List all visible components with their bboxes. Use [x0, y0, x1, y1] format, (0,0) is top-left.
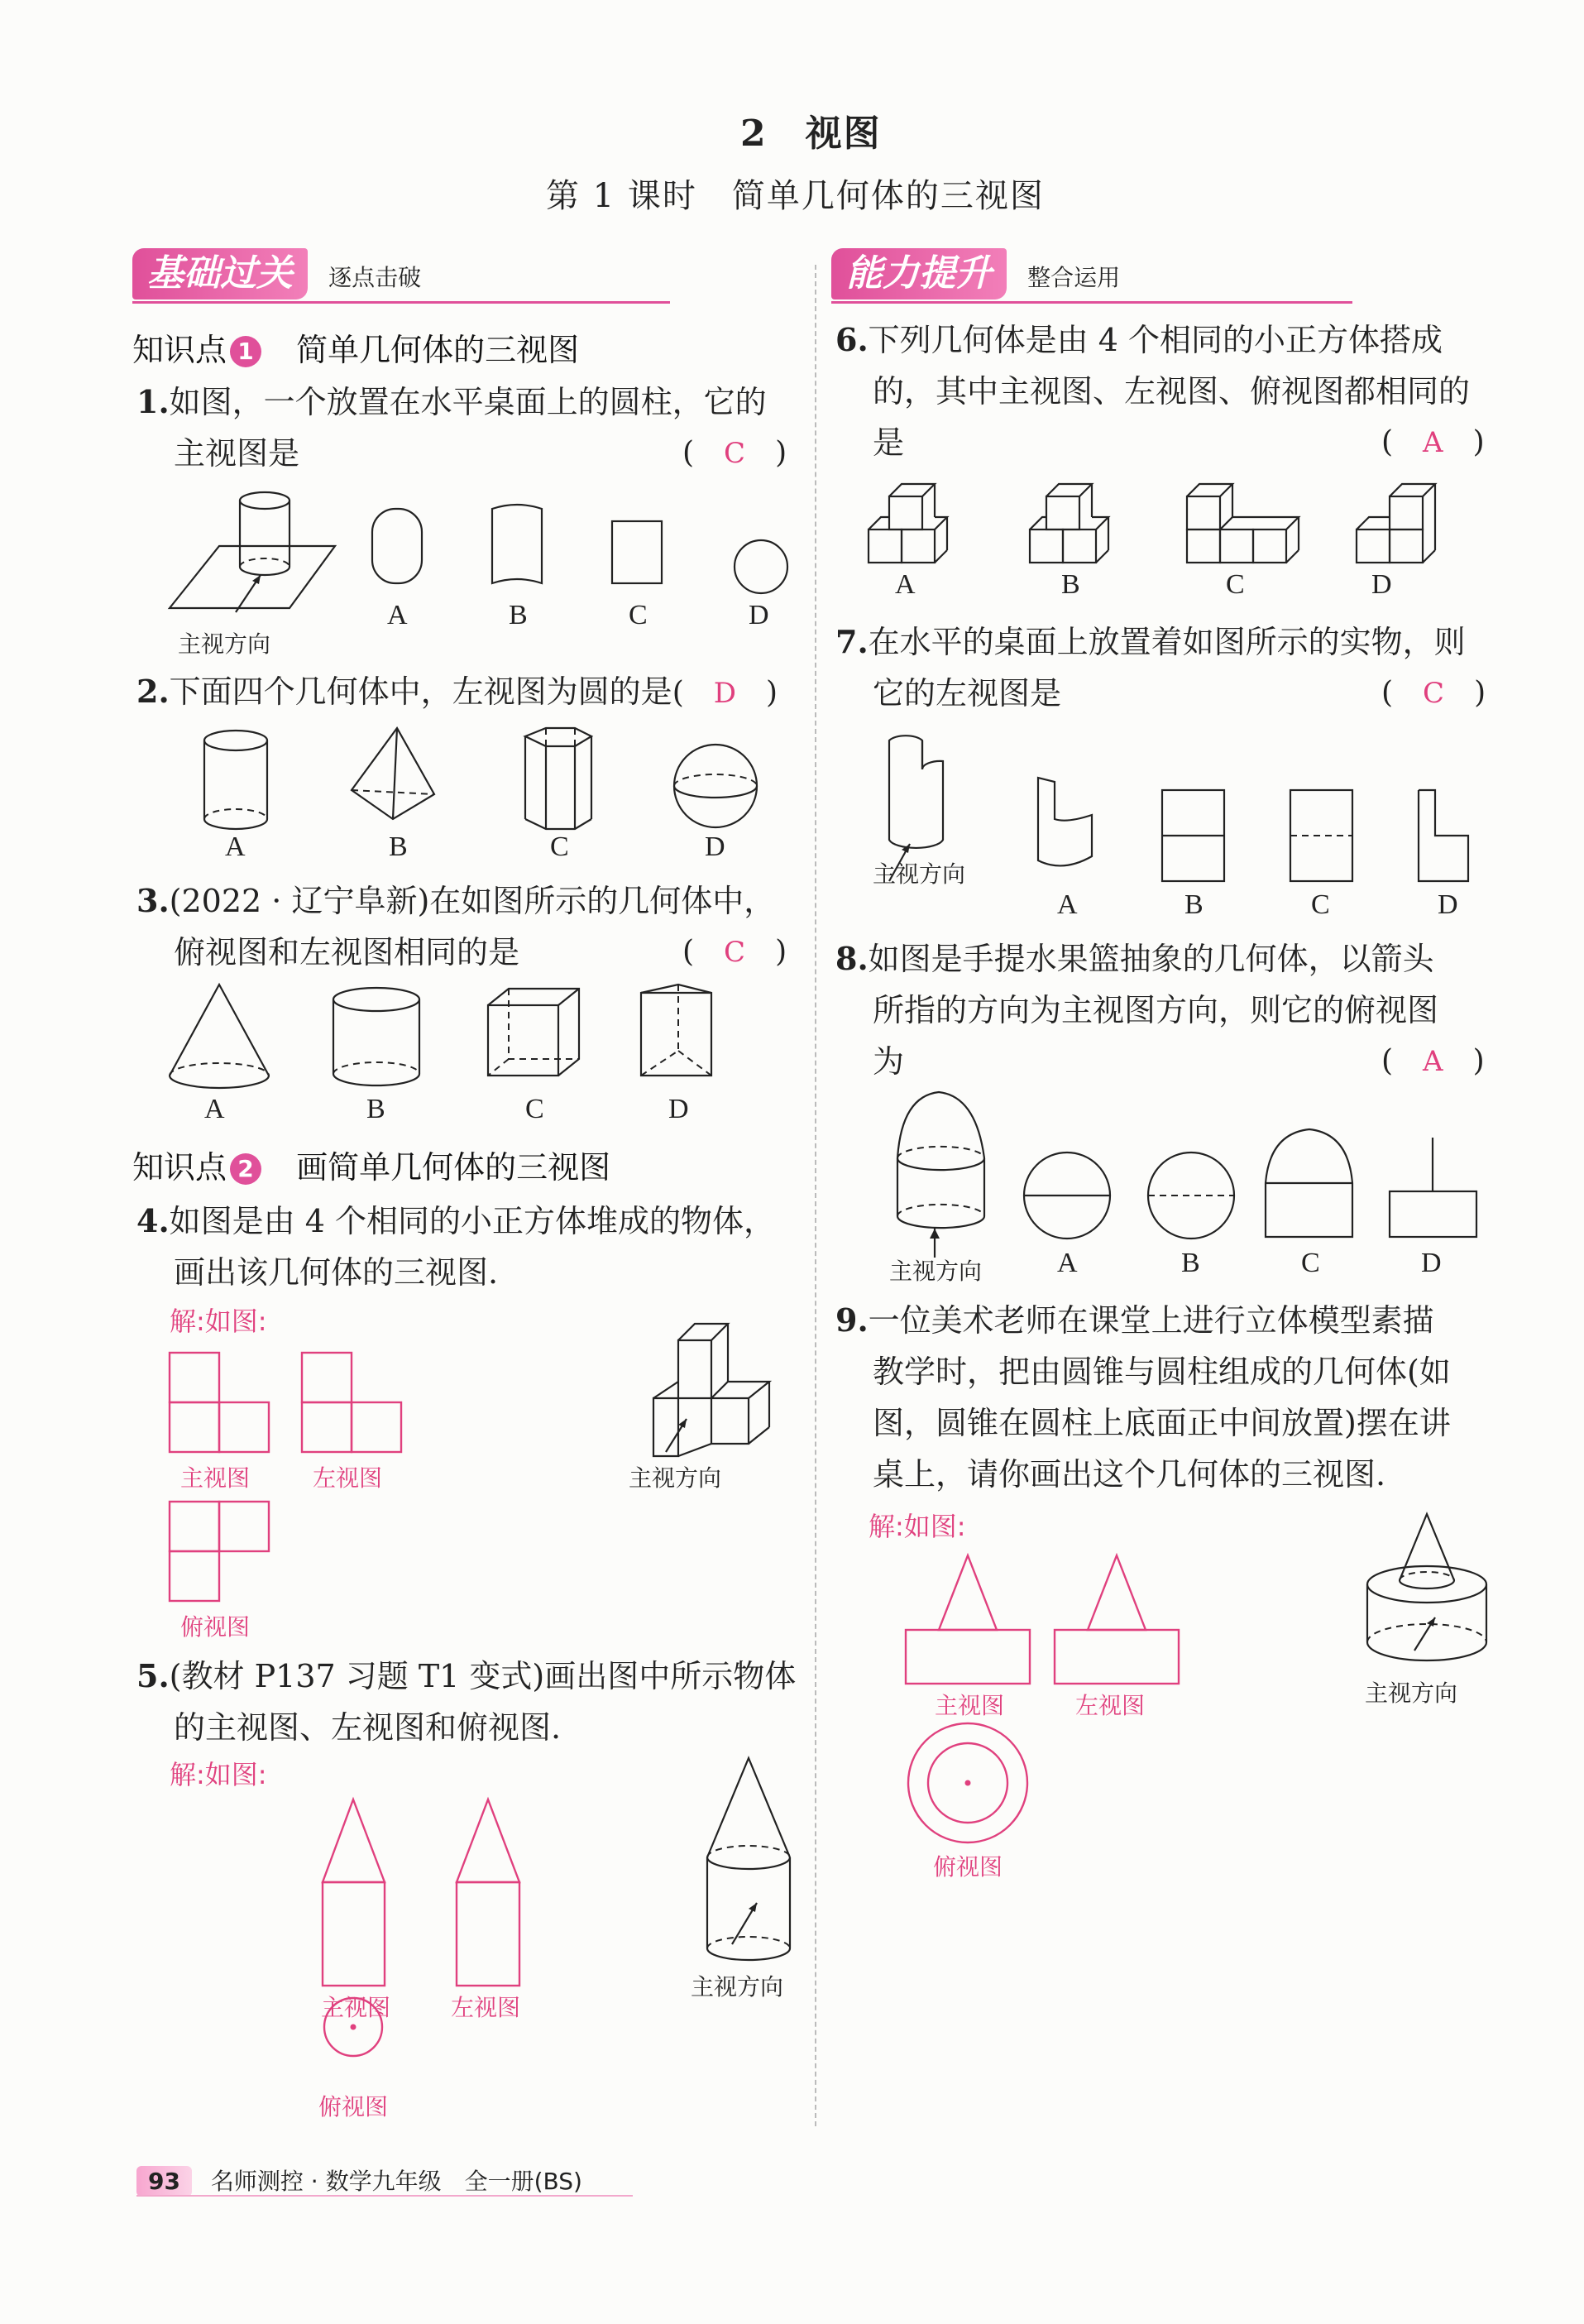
option-label: C	[1226, 569, 1245, 600]
q-text: 桌上，请你画出这个几何体的三视图.	[873, 1456, 1386, 1493]
q-number: 9.	[835, 1301, 869, 1339]
kp-title: 简单几何体的三视图	[296, 332, 580, 368]
option-label: C	[1301, 1248, 1320, 1278]
direction-label: 主视方向	[691, 1973, 784, 2001]
top-view-label: 俯视图	[318, 2093, 389, 2120]
footer-rule	[136, 2195, 633, 2197]
option-label: A	[1057, 1248, 1078, 1278]
direction-label: 主视方向	[629, 1464, 722, 1492]
q-text: 下面四个几何体中，左视图为圆的是	[169, 673, 672, 710]
page-footer	[136, 2163, 582, 2197]
answer-bracket: ( C )	[1381, 676, 1486, 710]
q-text: 主视图是	[174, 435, 300, 472]
q-text: 它的左视图是	[873, 675, 1062, 712]
question-5	[136, 1651, 798, 1753]
option-label: A	[225, 831, 246, 862]
option-label: B	[1061, 569, 1080, 600]
knowledge-point-1	[132, 324, 579, 370]
q7-figures	[877, 724, 1489, 881]
answer-bracket: ( A )	[1381, 425, 1485, 459]
front-view-label: 主视图	[935, 1692, 1005, 1719]
q6-figures	[869, 480, 1472, 567]
answer: A	[1423, 1045, 1443, 1078]
banner-label: 基础过关	[132, 248, 308, 299]
q-number: 7.	[835, 623, 869, 660]
option-label: D	[705, 831, 725, 862]
question-6	[835, 314, 1497, 468]
q-text: 是	[873, 424, 905, 461]
option-label: C	[550, 831, 569, 862]
q-text: 图，圆锥在圆柱上底面正中间放置)摆在讲	[873, 1405, 1451, 1441]
option-label: C	[629, 600, 648, 630]
front-view-label: 主视图	[180, 1464, 251, 1492]
left-view-label: 左视图	[1075, 1692, 1146, 1719]
question-9	[835, 1295, 1497, 1500]
answer-bracket: ( C )	[682, 935, 787, 969]
q2-figures	[199, 728, 778, 836]
q-text: 如图是手提水果篮抽象的几何体，以箭头	[868, 941, 1434, 977]
option-label: D	[668, 1094, 689, 1124]
question-4	[136, 1196, 798, 1298]
q-text: 一位美术老师在课堂上进行立体模型素描	[868, 1302, 1434, 1339]
option-label: B	[509, 600, 528, 630]
q-text: 的主视图、左视图和俯视图.	[174, 1709, 562, 1746]
q-text: 如图是由 4 个相同的小正方体堆成的物体，	[169, 1203, 776, 1239]
q5-figure	[703, 1758, 802, 1973]
solution-label: 解:如图:	[170, 1759, 267, 1790]
banner-underline	[132, 301, 670, 304]
answer-bracket: ( D )	[672, 676, 778, 710]
column-divider	[815, 265, 816, 2126]
direction-label: 主视方向	[873, 860, 966, 888]
q-text: 在水平的桌面上放置着如图所示的实物，则	[868, 624, 1466, 660]
option-label: D	[1421, 1248, 1442, 1278]
banner-label: 能力提升	[831, 248, 1007, 299]
answer: D	[713, 677, 736, 710]
top-view-label: 俯视图	[180, 1613, 251, 1641]
q8-figures	[893, 1092, 1481, 1258]
q-text: 教学时，把由圆锥与圆柱组成的几何体(如	[873, 1354, 1451, 1390]
q4-figure	[653, 1303, 802, 1469]
option-label: A	[387, 600, 408, 630]
q-text: 俯视图和左视图相同的是	[174, 934, 520, 970]
q-number: 6.	[835, 321, 869, 358]
q-text: (教材 P137 习题 T1 变式)画出图中所示物体	[169, 1658, 797, 1694]
question-2	[136, 666, 798, 719]
option-label: C	[1311, 889, 1330, 920]
q3-figures	[165, 985, 794, 1092]
q-text: 所指的方向为主视图方向，则它的俯视图	[873, 992, 1439, 1028]
direction-label: 主视方向	[1365, 1680, 1458, 1707]
kp-label: 知识点	[132, 1149, 227, 1186]
answer-bracket: ( A )	[1381, 1044, 1485, 1078]
solution-label: 解:如图:	[869, 1511, 966, 1542]
left-view-label: 左视图	[451, 1994, 521, 2021]
question-1	[136, 376, 798, 479]
direction-label: 主视方向	[178, 630, 271, 658]
answer: A	[1423, 426, 1443, 459]
section-title: 2 视图	[740, 113, 882, 155]
top-view-label: 俯视图	[933, 1853, 1003, 1881]
banner-underline	[831, 301, 1352, 304]
option-label: B	[1181, 1248, 1200, 1278]
answer: C	[1423, 677, 1445, 710]
question-8	[835, 933, 1497, 1087]
kp-title: 画简单几何体的三视图	[296, 1149, 611, 1186]
front-view-label: 主视图	[321, 1994, 391, 2021]
q-number: 8.	[835, 940, 869, 977]
q-text: (2022 · 辽宁阜新)在如图所示的几何体中，	[169, 883, 776, 919]
page-number: 93	[136, 2166, 192, 2197]
question-7	[835, 616, 1497, 719]
answer: C	[724, 437, 746, 470]
kp-number: 1	[230, 336, 261, 367]
knowledge-point-2	[132, 1142, 610, 1187]
option-label: B	[1184, 889, 1204, 920]
banner-sub: 逐点击破	[328, 264, 422, 291]
solution-label: 解:如图:	[170, 1306, 267, 1337]
option-label: A	[895, 569, 916, 600]
q-text: 下列几何体是由 4 个相同的小正方体搭成	[868, 322, 1443, 358]
option-label: D	[1371, 569, 1392, 600]
answer: C	[724, 936, 746, 969]
option-label: C	[525, 1094, 544, 1124]
q-number: 3.	[136, 882, 170, 919]
option-label: D	[749, 600, 769, 630]
option-label: A	[204, 1094, 225, 1124]
basic-banner	[132, 248, 670, 304]
left-view-label: 左视图	[313, 1464, 383, 1492]
kp-label: 知识点	[132, 332, 227, 368]
kp-number: 2	[230, 1153, 261, 1185]
q-number: 1.	[136, 383, 170, 420]
q-text: 的，其中主视图、左视图、俯视图都相同的	[873, 373, 1471, 410]
q-number: 5.	[136, 1657, 170, 1694]
direction-label: 主视方向	[889, 1258, 983, 1285]
answer-bracket: ( C )	[682, 436, 787, 470]
lesson-title: 第 1 课时 简单几何体的三视图	[546, 177, 1045, 215]
option-label: B	[366, 1094, 385, 1124]
banner-sub: 整合运用	[1027, 264, 1121, 291]
q-number: 4.	[136, 1202, 170, 1239]
q-text: 为	[873, 1043, 905, 1080]
option-label: D	[1438, 889, 1458, 920]
advanced-banner	[831, 248, 1352, 304]
q9-figure	[1365, 1502, 1489, 1684]
option-label: B	[389, 831, 408, 862]
footer-text: 名师测控 · 数学九年级 全一册(BS)	[210, 2168, 582, 2195]
q-number: 2.	[136, 673, 170, 710]
q-text: 画出该几何体的三视图.	[174, 1254, 499, 1291]
option-label: A	[1057, 889, 1078, 920]
question-3	[136, 875, 798, 978]
q-text: 如图，一个放置在水平桌面上的圆柱，它的	[169, 384, 767, 420]
